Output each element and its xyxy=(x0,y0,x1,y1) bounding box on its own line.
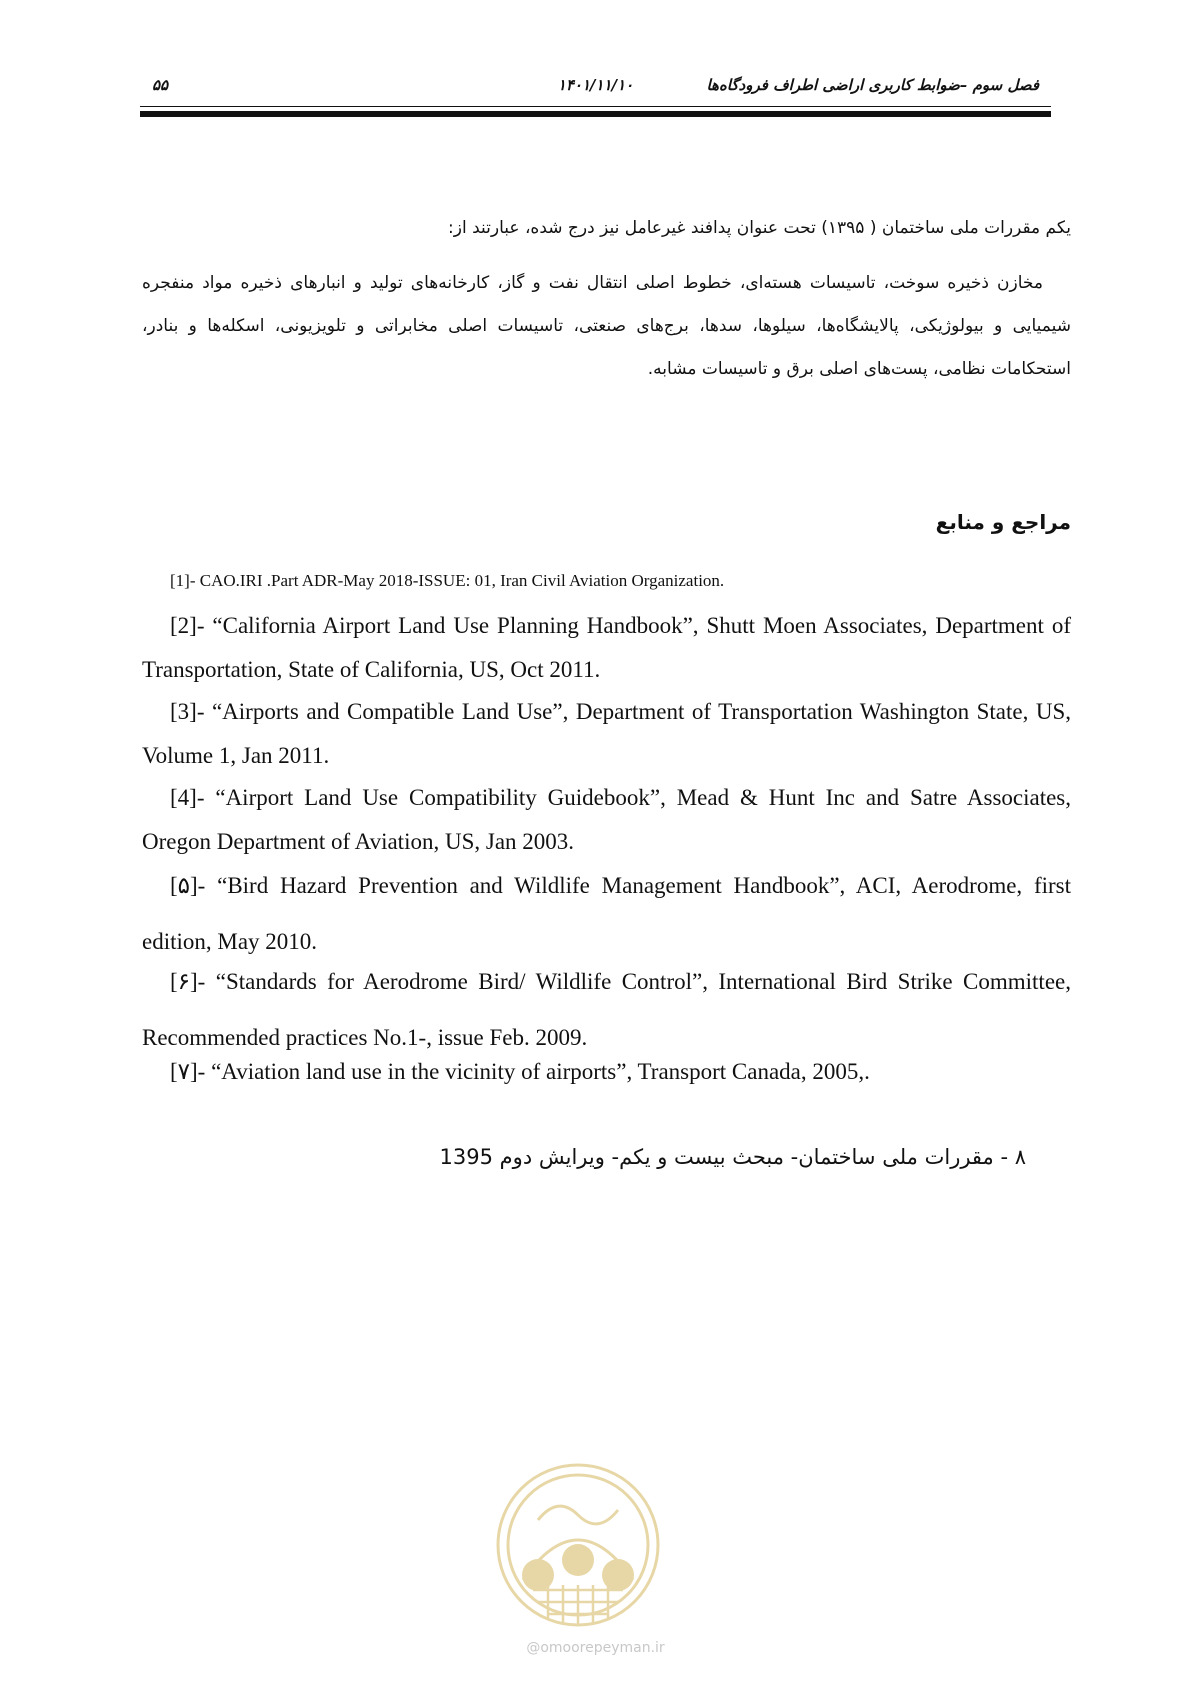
watermark-site-text: omoorepeyman.ir xyxy=(540,1640,665,1656)
seal-watermark-icon xyxy=(493,1460,663,1630)
references-title: مراجع و منابع xyxy=(935,510,1071,534)
body-paragraph-1: یکم مقررات ملی ساختمان ( ۱۳۹۵) تحت عنوان پدافند غیرعامل نیز درج شده، عبارتند از: xyxy=(448,218,1071,238)
reference-item-3: [3]- “Airports and Compatible Land Use”, Department of Transportation Washington State, US, Volume 1, Jan 2011. xyxy=(142,699,1071,768)
reference-item-1: [1]- CAO.IRI .Part ADR-May 2018-ISSUE: 01, Iran Civil Aviation Organization. xyxy=(170,571,725,590)
chapter-title: فصل سوم –ضوابط کاربری اراضی اطراف فرودگاه‌ها xyxy=(706,76,1039,94)
watermark-site xyxy=(0,1640,1191,1656)
reference-item-6: [۶]- “Standards for Aerodrome Bird/ Wildlife Control”, International Bird Strike Committee, Recommended practices No.1-, issue Feb. 2009. xyxy=(142,969,1071,1050)
body-paragraph-2: مخازن ذخیره سوخت، تاسیسات هسته‌ای، خطوط اصلی انتقال نفت و گاز، کارخانه‌های تولید و انبارهای ذخیره مواد منفجره شیمیایی و بیولوژیکی، پالایشگاه‌ها، سیلوها، سدها، برج‌های صنعتی، تاسیسات اصلی مخابراتی و تلویزیونی، اسکله‌ها و بنادر، استحکامات نظامی، پست‌های اصلی برق و تاسیسات مشابه. xyxy=(142,273,1071,379)
reference-item-4: [4]- “Airport Land Use Compatibility Guidebook”, Mead & Hunt Inc and Satre Associates, Oregon Department of Aviation, US, Jan 2003. xyxy=(142,785,1071,854)
header-date: ۱۴۰۱/۱۱/۱۰ xyxy=(557,76,634,94)
reference-item-7: [۷]- “Aviation land use in the vicinity of airports”, Transport Canada, 2005,. xyxy=(170,1059,870,1084)
reference-item-8: ۸ - مقررات ملی ساختمان- مبحث بیست و یکم- ویرایش دوم 1395 xyxy=(439,1145,1026,1169)
header-rule-thin xyxy=(140,106,1051,107)
page-number: ۵۵ xyxy=(152,76,169,94)
at-icon: @ xyxy=(526,1640,541,1656)
page-header xyxy=(140,70,1051,100)
header-rule-thick xyxy=(140,111,1051,117)
reference-item-5: [۵]- “Bird Hazard Prevention and Wildlife Management Handbook”, ACI, Aerodrome, first edition, May 2010. xyxy=(142,873,1071,954)
reference-item-2: [2]- “California Airport Land Use Planning Handbook”, Shutt Moen Associates, Department of Transportation, State of California, US, Oct 2011. xyxy=(142,613,1071,682)
